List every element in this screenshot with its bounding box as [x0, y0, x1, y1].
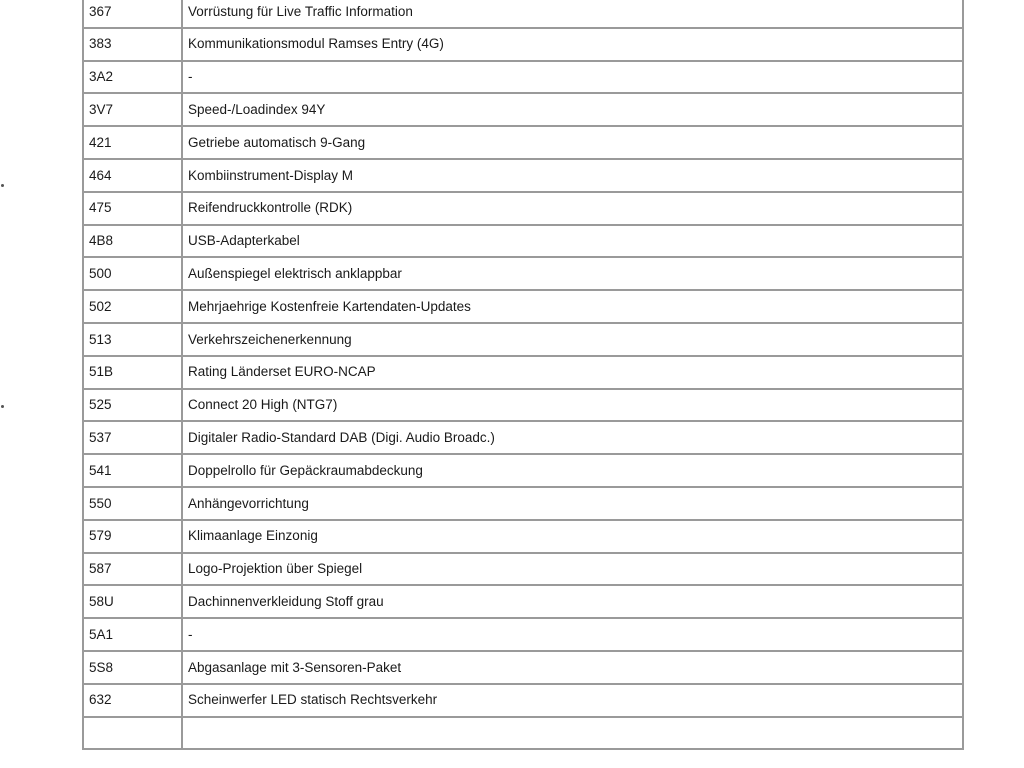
table-row — [83, 61, 963, 94]
option-code-cell: 587 — [83, 553, 182, 586]
option-description-cell: Anhängevorrichtung — [182, 487, 963, 520]
table-row — [83, 356, 963, 389]
table-row — [83, 225, 963, 258]
option-description-cell: USB-Adapterkabel — [182, 225, 963, 258]
table-row — [83, 323, 963, 356]
equipment-codes-table — [82, 0, 964, 750]
table-row — [83, 290, 963, 323]
option-code-cell: 475 — [83, 192, 182, 225]
option-description-cell: Mehrjaehrige Kostenfreie Kartendaten-Updates — [182, 290, 963, 323]
option-description-cell: Getriebe automatisch 9-Gang — [182, 126, 963, 159]
option-description-cell: Reifendruckkontrolle (RDK) — [182, 192, 963, 225]
option-description-cell: - — [182, 618, 963, 651]
option-code-cell: 421 — [83, 126, 182, 159]
option-description-cell — [182, 717, 963, 750]
option-description-cell: Kommunikationsmodul Ramses Entry (4G) — [182, 28, 963, 61]
option-description-cell: Klimaanlage Einzonig — [182, 520, 963, 553]
option-description-cell: Digitaler Radio-Standard DAB (Digi. Audio Broadc.) — [182, 421, 963, 454]
table-row — [83, 389, 963, 422]
option-code-cell — [83, 717, 182, 750]
option-code-cell: 5S8 — [83, 651, 182, 684]
table-row — [83, 93, 963, 126]
option-description-cell: Logo-Projektion über Spiegel — [182, 553, 963, 586]
option-description-cell: Rating Länderset EURO-NCAP — [182, 356, 963, 389]
table-row — [83, 684, 963, 717]
table-row — [83, 585, 963, 618]
option-description-cell: Connect 20 High (NTG7) — [182, 389, 963, 422]
option-description-cell: Doppelrollo für Gepäckraumabdeckung — [182, 454, 963, 487]
table-row — [83, 0, 963, 28]
option-description-cell: Scheinwerfer LED statisch Rechtsverkehr — [182, 684, 963, 717]
table-row — [83, 717, 963, 750]
option-description-cell: Kombiinstrument-Display M — [182, 159, 963, 192]
option-description-cell: Dachinnenverkleidung Stoff grau — [182, 585, 963, 618]
option-code-cell: 3V7 — [83, 93, 182, 126]
table-row — [83, 192, 963, 225]
option-code-cell: 464 — [83, 159, 182, 192]
option-code-cell: 632 — [83, 684, 182, 717]
table-row — [83, 159, 963, 192]
option-code-cell: 51B — [83, 356, 182, 389]
option-code-cell: 5A1 — [83, 618, 182, 651]
equipment-codes-table-body — [83, 0, 963, 749]
margin-dot-mark — [1, 184, 4, 187]
option-code-cell: 500 — [83, 257, 182, 290]
table-row — [83, 553, 963, 586]
table-row — [83, 421, 963, 454]
option-description-cell: Vorrüstung für Live Traffic Information — [182, 0, 963, 28]
table-row — [83, 454, 963, 487]
option-code-cell: 4B8 — [83, 225, 182, 258]
option-code-cell: 513 — [83, 323, 182, 356]
option-code-cell: 58U — [83, 585, 182, 618]
option-code-cell: 525 — [83, 389, 182, 422]
option-description-cell: Speed-/Loadindex 94Y — [182, 93, 963, 126]
option-code-cell: 367 — [83, 0, 182, 28]
option-code-cell: 579 — [83, 520, 182, 553]
table-row — [83, 257, 963, 290]
option-code-cell: 383 — [83, 28, 182, 61]
option-code-cell: 502 — [83, 290, 182, 323]
option-code-cell: 541 — [83, 454, 182, 487]
option-code-cell: 3A2 — [83, 61, 182, 94]
option-description-cell: - — [182, 61, 963, 94]
table-row — [83, 651, 963, 684]
table-row — [83, 520, 963, 553]
option-description-cell: Verkehrszeichenerkennung — [182, 323, 963, 356]
option-code-cell: 537 — [83, 421, 182, 454]
table-row — [83, 487, 963, 520]
table-row — [83, 126, 963, 159]
table-row — [83, 28, 963, 61]
table-row — [83, 618, 963, 651]
option-description-cell: Abgasanlage mit 3-Sensoren-Paket — [182, 651, 963, 684]
option-description-cell: Außenspiegel elektrisch anklappbar — [182, 257, 963, 290]
option-code-cell: 550 — [83, 487, 182, 520]
margin-dot-mark — [1, 405, 4, 408]
